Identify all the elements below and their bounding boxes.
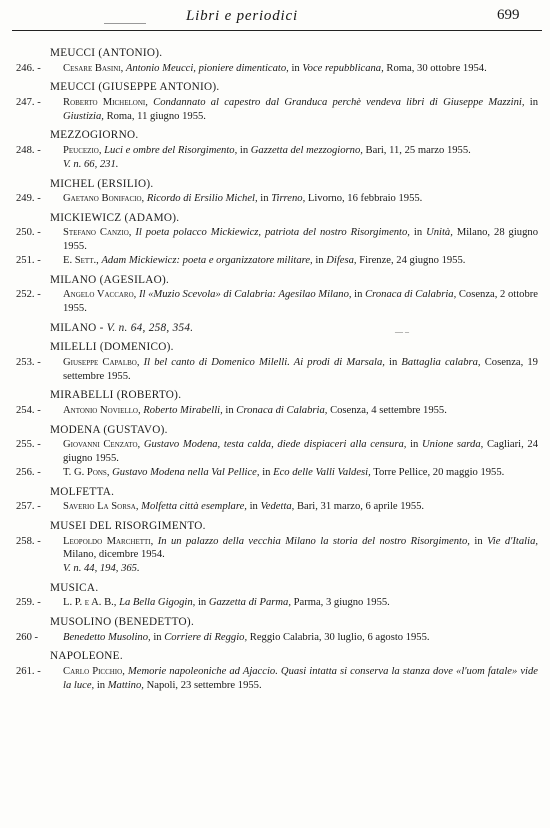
entry-number: 260 - bbox=[16, 631, 39, 643]
subject-heading-text: MEZZOGIORNO. bbox=[50, 129, 139, 142]
subject-group bbox=[0, 177, 550, 206]
subject-group bbox=[0, 615, 550, 644]
subject-heading bbox=[0, 128, 550, 143]
entry-title: Adam Mickiewicz: poeta e organizzatore militare, bbox=[101, 254, 313, 266]
bibliography-entry bbox=[0, 596, 550, 610]
subject-heading bbox=[0, 423, 550, 438]
entry-number: 261. - bbox=[16, 666, 41, 678]
entry-connector: in bbox=[257, 193, 272, 205]
subject-heading-text: MUSEI DEL RISORGIMENTO. bbox=[50, 519, 206, 532]
subject-group bbox=[0, 321, 550, 336]
entry-source: Gazzetta di Parma, bbox=[208, 597, 291, 609]
entry-author: Cesare Basini, bbox=[63, 62, 124, 74]
entry-title: Il «Muzio Scevola» di Calabria: Agesilao Milano, bbox=[138, 289, 352, 301]
cross-reference: V. n. 64, 258, 354. bbox=[106, 321, 194, 334]
subject-heading bbox=[0, 321, 550, 336]
cross-reference: V. n. 66, 231. bbox=[63, 158, 119, 170]
bibliography-entry bbox=[0, 254, 550, 268]
entry-connector: in bbox=[409, 227, 427, 239]
entry-source: Battaglia calabra, bbox=[401, 356, 481, 368]
entry-author: Saverio La Sorsa, bbox=[63, 501, 139, 513]
entry-imprint: Bari, 11, 25 marzo 1955. bbox=[362, 144, 471, 156]
entry-source: Gazzetta del mezzogiorno, bbox=[250, 144, 363, 156]
entry-connector: in bbox=[94, 679, 108, 691]
subject-heading-text: MILANO - bbox=[50, 321, 107, 334]
entry-imprint: Cosenza, 4 settembre 1955. bbox=[327, 405, 447, 417]
entry-title: Memorie napoleoniche ad Ajaccio. Quasi intatta si conserva la stanza dove «l'uom fatale» vide la luce, bbox=[63, 666, 538, 691]
entry-imprint: Roma, 30 ottobre 1954. bbox=[383, 62, 487, 74]
entry-imprint: Cagliari, 24 giugno 1955. bbox=[63, 439, 538, 465]
entry-number: 255. - bbox=[16, 439, 41, 451]
entry-title: Il bel canto di Domenico Milelli. Ai prodi di Marsala, bbox=[143, 356, 385, 368]
bibliography-entry bbox=[0, 466, 550, 480]
entry-imprint: Parma, 3 giugno 1955. bbox=[290, 597, 390, 609]
entry-source: Eco delle Valli Valdesi, bbox=[273, 466, 371, 478]
subject-group bbox=[0, 581, 550, 610]
entry-source: Voce repubblicana, bbox=[302, 62, 384, 74]
entry-source: Tirreno, bbox=[271, 193, 306, 205]
entry-number: 258. - bbox=[16, 535, 41, 547]
entry-source: Difesa, bbox=[326, 254, 357, 266]
entry-source: Corriere di Reggio, bbox=[164, 631, 248, 643]
entry-title: Luci e ombre del Risorgimento, bbox=[104, 144, 238, 156]
entry-source: Giustizia, bbox=[63, 110, 104, 122]
entry-imprint: Roma, 11 giugno 1955. bbox=[103, 110, 206, 122]
entry-source: Unità, bbox=[426, 227, 453, 239]
bibliography-entry bbox=[0, 356, 550, 384]
entry-number: 253. - bbox=[16, 356, 41, 368]
entry-imprint: Napoli, 23 settembre 1955. bbox=[143, 679, 262, 691]
subject-heading bbox=[0, 46, 550, 61]
entry-author: Gaetano Bonifacio, bbox=[63, 193, 145, 205]
subject-group bbox=[0, 423, 550, 480]
entry-connector: in bbox=[288, 62, 303, 74]
entry-author: Stefano Canzio, bbox=[63, 227, 132, 239]
entry-author: Leopoldo Marchetti, bbox=[63, 535, 154, 547]
entry-author: Angelo Vaccaro, bbox=[63, 289, 137, 301]
cross-reference: V. n. 44, 194, 365. bbox=[63, 563, 140, 575]
entry-title: In un palazzo della vecchia Milano la storia del nostro Risorgimento, bbox=[157, 535, 470, 547]
entry-author: Carlo Picchio, bbox=[63, 666, 125, 678]
subject-heading-text: MEUCCI (ANTONIO). bbox=[50, 47, 163, 59]
entry-connector: in bbox=[384, 356, 402, 368]
subject-group bbox=[0, 211, 550, 268]
entry-source: Cronaca di Calabria, bbox=[365, 289, 457, 301]
entry-connector: in bbox=[195, 597, 209, 609]
entry-number: 256. - bbox=[16, 466, 41, 478]
entry-imprint: Torre Pellice, 20 maggio 1955. bbox=[370, 466, 505, 478]
subject-heading-text: MICHEL (ERSILIO). bbox=[50, 177, 154, 190]
entry-title: La Bella Gigogin, bbox=[119, 597, 196, 609]
entry-connector: in bbox=[524, 96, 538, 108]
entry-author: Giovanni Cenzato, bbox=[63, 439, 141, 451]
entry-connector: in bbox=[406, 439, 423, 451]
entry-imprint: Bari, 31 marzo, 6 aprile 1955. bbox=[294, 501, 425, 513]
subject-heading bbox=[0, 177, 550, 192]
entry-imprint: Milano, 28 giugno 1955. bbox=[63, 227, 538, 253]
bibliography-entry bbox=[0, 288, 550, 316]
bibliography-entry bbox=[0, 62, 550, 76]
entry-number: 250. - bbox=[16, 227, 41, 239]
bibliography-list bbox=[0, 34, 550, 693]
entry-imprint: Livorno, 16 febbraio 1955. bbox=[305, 193, 423, 205]
page-number: 699 bbox=[497, 7, 520, 23]
subject-heading bbox=[0, 519, 550, 534]
bibliography-entry bbox=[0, 226, 550, 254]
subject-heading bbox=[0, 581, 550, 596]
subject-heading bbox=[0, 211, 550, 226]
entry-source: Vedetta, bbox=[260, 501, 295, 513]
entry-title: Condannato al capestro dal Granduca perchè vendeva libri di Giuseppe Mazzini, bbox=[153, 96, 525, 108]
entry-number: 248. - bbox=[16, 144, 41, 156]
entry-source: Cronaca di Calabria, bbox=[236, 405, 328, 417]
subject-group bbox=[0, 128, 550, 171]
entry-number: 251. - bbox=[16, 254, 41, 266]
entry-imprint: Milano, dicembre 1954. bbox=[63, 549, 165, 561]
entry-title: Roberto Mirabelli, bbox=[143, 405, 223, 417]
subject-heading-text: MEUCCI (GIUSEPPE ANTONIO). bbox=[50, 81, 220, 94]
subject-heading-text: MUSICA. bbox=[50, 581, 99, 594]
entry-title: Ricordo di Ersilio Michel, bbox=[146, 193, 258, 205]
entry-author: T. G. Pons, bbox=[63, 466, 110, 478]
entry-imprint: Reggio Calabria, 30 luglio, 6 agosto 1955. bbox=[247, 631, 430, 643]
subject-heading bbox=[0, 273, 550, 288]
subject-group bbox=[0, 46, 550, 75]
print-mark bbox=[104, 23, 146, 24]
bibliography-entry bbox=[0, 535, 550, 563]
bibliography-entry bbox=[0, 192, 550, 206]
subject-heading bbox=[0, 649, 550, 664]
print-mark: — – bbox=[395, 327, 409, 336]
subject-heading bbox=[0, 388, 550, 403]
entry-author: Roberto Micheloni, bbox=[63, 96, 148, 108]
entry-imprint: Cosenza, 2 ottobre 1955. bbox=[63, 289, 539, 315]
entry-title: Gustavo Modena, testa calda, diede dispiaceri alla censura, bbox=[143, 439, 407, 451]
bibliography-entry bbox=[0, 500, 550, 514]
bibliography-entry bbox=[0, 404, 550, 418]
subject-heading bbox=[0, 340, 550, 355]
subject-group bbox=[0, 485, 550, 514]
entry-connector: in bbox=[469, 535, 488, 547]
entry-number: 252. - bbox=[16, 289, 41, 301]
entry-number: 257. - bbox=[16, 501, 41, 513]
subject-heading-text: MUSOLINO (BENEDETTO). bbox=[50, 616, 195, 629]
subject-heading-text: MICKIEWICZ (ADAMO). bbox=[50, 211, 180, 224]
entry-title: Gustavo Modena nella Val Pellice, bbox=[112, 466, 260, 478]
entry-connector: in bbox=[312, 254, 327, 266]
entry-source: Unione sarda, bbox=[422, 439, 484, 451]
entry-connector: in bbox=[150, 631, 165, 643]
bibliography-entry bbox=[0, 665, 550, 693]
bibliography-entry bbox=[0, 631, 550, 645]
entry-connector: in bbox=[259, 466, 274, 478]
subject-heading-text: MODENA (GUSTAVO). bbox=[50, 423, 168, 436]
entry-author: L. P. e A. B., bbox=[63, 597, 117, 609]
subject-heading-text: MOLFETTA. bbox=[50, 485, 115, 498]
subject-group bbox=[0, 519, 550, 576]
entry-connector: in bbox=[237, 144, 251, 156]
entry-title: Antonio Meucci, pioniere dimenticato, bbox=[125, 62, 289, 74]
bibliography-entry bbox=[0, 96, 550, 124]
entry-number: 246. - bbox=[16, 62, 41, 74]
subject-heading bbox=[0, 80, 550, 95]
entry-imprint: Firenze, 24 giugno 1955. bbox=[356, 254, 466, 266]
entry-number: 249. - bbox=[16, 193, 41, 205]
subject-group bbox=[0, 649, 550, 692]
entry-author: Giuseppe Capalbo, bbox=[63, 356, 140, 368]
running-title: Libri e periodici bbox=[186, 8, 298, 24]
subject-heading-text: MILELLI (DOMENICO). bbox=[50, 341, 174, 354]
entry-connector: in bbox=[246, 501, 261, 513]
page-header bbox=[0, 2, 550, 30]
entry-title: Il poeta polacco Mickiewicz, patriota del nostro Risorgimento, bbox=[135, 227, 410, 239]
subject-heading bbox=[0, 615, 550, 630]
entry-connector: in bbox=[351, 289, 366, 301]
entry-title: Molfetta città esemplare, bbox=[141, 501, 247, 513]
subject-heading-text: NAPOLEONE. bbox=[50, 650, 123, 663]
subject-heading bbox=[0, 485, 550, 500]
subject-group bbox=[0, 388, 550, 417]
entry-source: Vie d'Italia, bbox=[487, 535, 539, 547]
subject-group bbox=[0, 80, 550, 123]
entry-number: 254. - bbox=[16, 405, 41, 417]
entry-imprint: Cosenza, 19 settembre 1955. bbox=[63, 356, 538, 382]
subject-heading-text: MIRABELLI (ROBERTO). bbox=[50, 389, 182, 402]
subject-group bbox=[0, 340, 550, 383]
bibliography-entry bbox=[0, 438, 550, 466]
entry-title: Benedetto Musolino, bbox=[63, 631, 151, 643]
subject-heading-text: MILANO (AGESILAO). bbox=[50, 273, 170, 286]
entry-connector: in bbox=[222, 405, 237, 417]
entry-author: E. Sett., bbox=[63, 254, 99, 266]
entry-author: Peucezio, bbox=[63, 144, 102, 156]
entry-author: Antonio Noviello, bbox=[63, 405, 141, 417]
entry-number: 259. - bbox=[16, 597, 41, 609]
entry-number: 247. - bbox=[16, 96, 41, 108]
bibliography-entry bbox=[0, 144, 550, 158]
subject-group bbox=[0, 273, 550, 316]
entry-source: Mattino, bbox=[107, 679, 144, 691]
header-rule bbox=[12, 30, 542, 31]
